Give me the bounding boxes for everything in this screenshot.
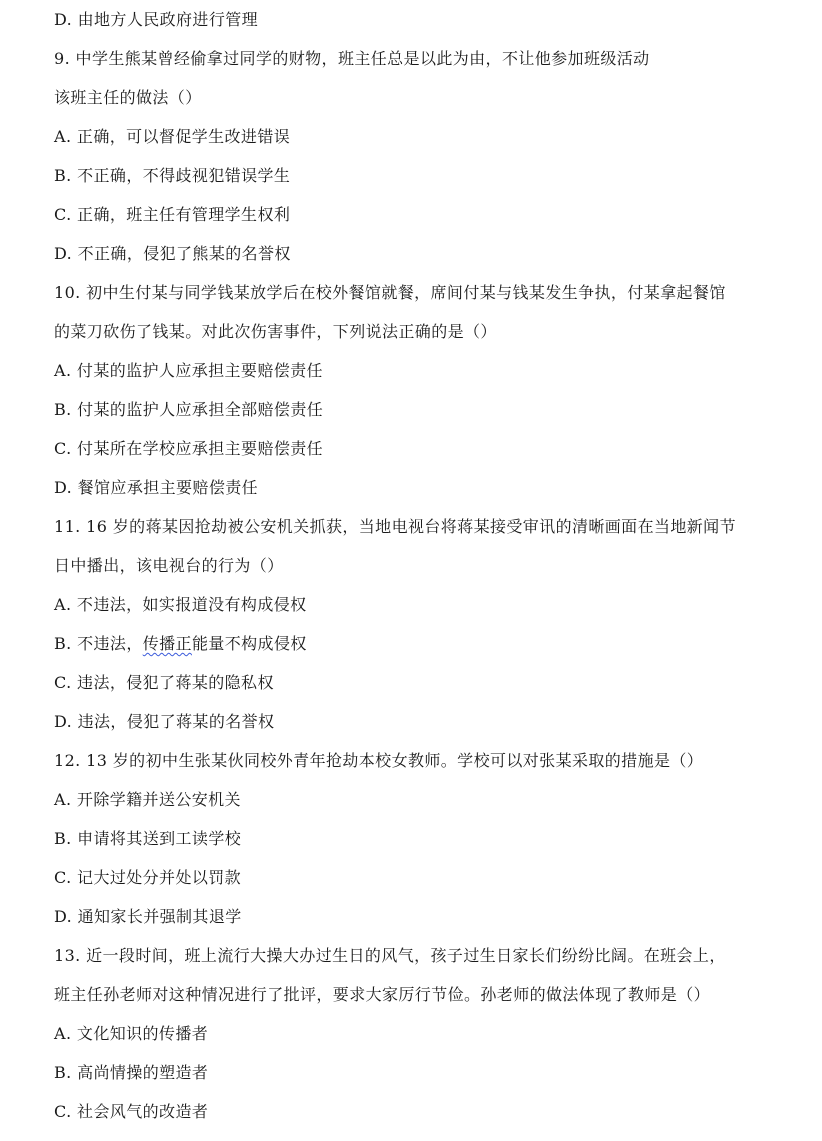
question-11-stem-continued: 日中播出，该电视台的行为（）	[54, 556, 284, 575]
option-b: B. 付某的监护人应承担全部赔偿责任	[54, 400, 324, 419]
option-c: C. 社会风气的改造者	[54, 1102, 209, 1121]
option-c: C. 记大过处分并处以罚款	[54, 868, 242, 887]
option-a: A. 付某的监护人应承担主要赔偿责任	[54, 361, 323, 380]
question-13-stem-continued: 班主任孙老师对这种情况进行了批评，要求大家厉行节俭。孙老师的做法体现了教师是（）	[54, 985, 711, 1004]
option-d: D. 餐馆应承担主要赔偿责任	[54, 478, 259, 497]
option-c: C. 付某所在学校应承担主要赔偿责任	[54, 439, 324, 458]
question-9-stem: 9. 中学生熊某曾经偷拿过同学的财物，班主任总是以此为由，不让他参加班级活动	[54, 49, 650, 68]
question-10-stem-continued: 的菜刀砍伤了钱某。对此次伤害事件，下列说法正确的是（）	[54, 322, 497, 341]
option-b: B. 高尚情操的塑造者	[54, 1063, 209, 1082]
question-11-stem: 11. 16 岁的蒋某因抢劫被公安机关抓获，当地电视台将蒋某接受审讯的清晰画面在当地新闻节	[54, 517, 736, 536]
question-9-stem-continued: 该班主任的做法（）	[54, 88, 202, 107]
option-a: A. 正确，可以督促学生改进错误	[54, 127, 291, 146]
spellcheck-squiggle-text: 传播正	[142, 634, 192, 653]
text-line: D. 由地方人民政府进行管理	[54, 10, 259, 29]
option-d: D. 违法，侵犯了蒋某的名誉权	[54, 712, 275, 731]
question-10-stem: 10. 初中生付某与同学钱某放学后在校外餐馆就餐，席间付某与钱某发生争执，付某拿起餐馆	[54, 283, 726, 302]
option-a: A. 开除学籍并送公安机关	[54, 790, 241, 809]
option-d: D. 通知家长并强制其退学	[54, 907, 242, 926]
option-b: B. 申请将其送到工读学校	[54, 829, 242, 848]
option-b-prefix: B. 不违法，	[54, 634, 143, 653]
option-c: C. 正确，班主任有管理学生权利	[54, 205, 291, 224]
option-b	[54, 634, 307, 654]
option-a: A. 文化知识的传播者	[54, 1024, 209, 1043]
option-a: A. 不违法，如实报道没有构成侵权	[54, 595, 307, 614]
question-12-stem: 12. 13 岁的初中生张某伙同校外青年抢劫本校女教师。学校可以对张某采取的措施是（）	[54, 751, 704, 770]
option-b: B. 不正确，不得歧视犯错误学生	[54, 166, 291, 185]
option-c: C. 违法，侵犯了蒋某的隐私权	[54, 673, 274, 692]
option-b-suffix: 能量不构成侵权	[191, 634, 307, 653]
option-d: D. 不正确，侵犯了熊某的名誉权	[54, 244, 291, 263]
question-13-stem: 13. 近一段时间，班上流行大操大办过生日的风气，孩子过生日家长们纷纷比阔。在班会上，	[54, 946, 726, 965]
